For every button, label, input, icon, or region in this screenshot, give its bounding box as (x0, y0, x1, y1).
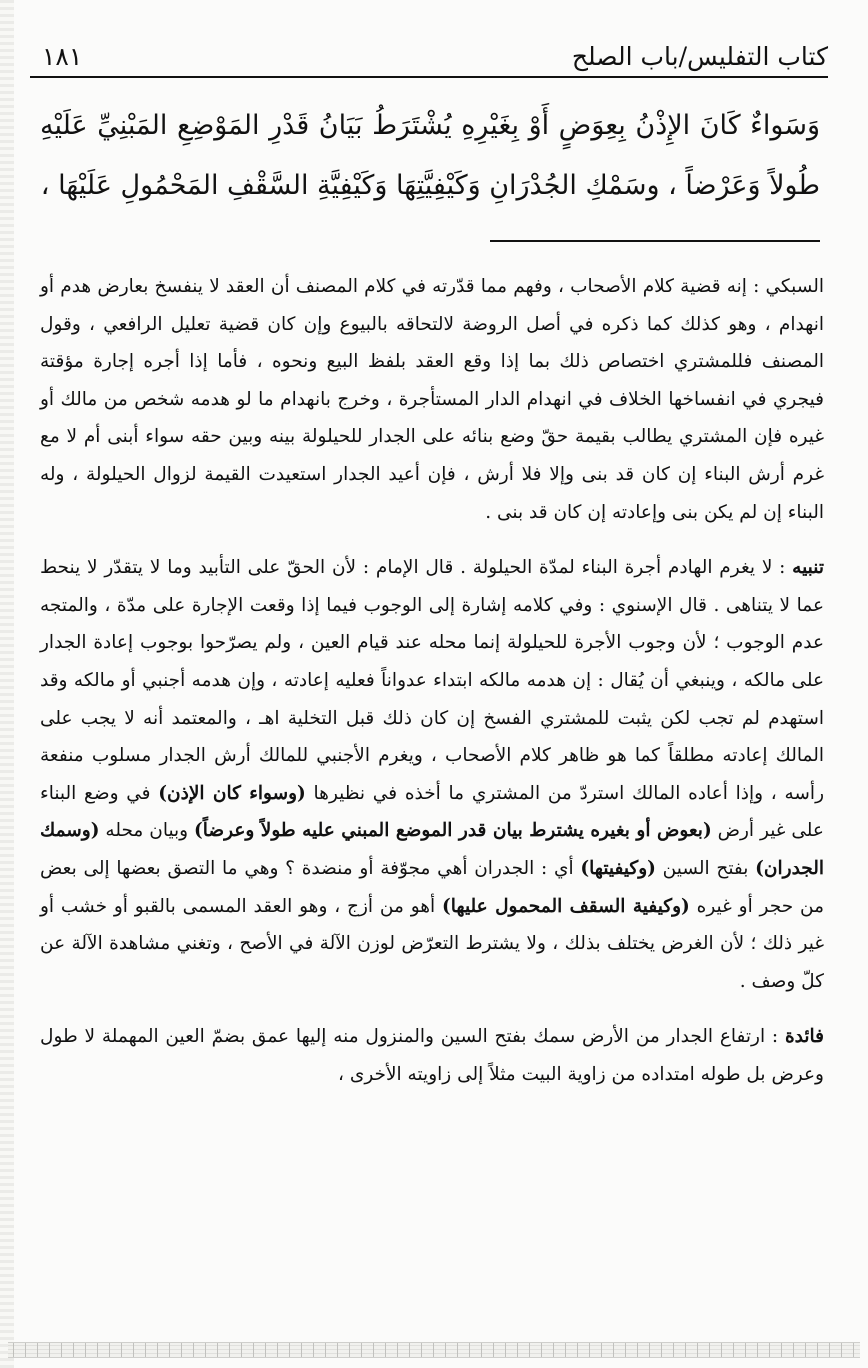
main-text-paragraph: وَسَواءٌ كَانَ الإِذْنُ بِعِوَضٍ أَوْ بِغَيْرِهِ يُشْتَرَطُ بَيَانُ قَدْرِ المَوْضِعِ المَبْنِيِّ عَلَيْهِ طُولاً وَعَرْضاً ، وسَمْكِ الجُدْرَانِ وَكَيْفِيَّتِهَا وَكَيْفِيَّةِ السَّقْفِ المَحْمُولِ عَلَيْهَا ، (40, 110, 820, 201)
quoted-matn: (وكيفية السقف المحمول عليها) (442, 895, 690, 917)
commentary-text: : لا يغرم الهادم أجرة البناء لمدّة الحيلولة . قال الإمام : لأن الحقّ على التأبيد وما لا يتقدّر لا ينحط عما لا يتناهى . قال الإسنوي : وفي كلامه إشارة إلى الوجوب فيما إذا وقعت الإجارة على مدّة ، والمتجه عدم الوجوب ؛ لأن وجوب الأجرة للحيلولة إنما محله عند قيام العين ، ولم يصرّحوا بوجوب إعادة الجدار على مالكه ، وينبغي أن يُقال : إن هدمه مالكه ابتداء عدواناً فعليه إعادته ، وإن هدمه أجنبي أو مالكه وقد استهدم لم تجب لكن يثبت للمشتري الفسخ إن كان ذلك قبل التخلية اهـ ، والمعتمد أنه لا يجب على المالك إعادته مطلقاً كما هو ظاهر كلام الأصحاب ، ويغرم الأجنبي للمالك أرش الجدار مسلوب منفعة رأسه ، وإذا أعاده المالك استردّ من المشتري ما أخذه في نظيرها (40, 557, 824, 804)
footnote-separator (490, 240, 820, 242)
main-text (40, 96, 820, 216)
commentary-paragraph-3 (40, 1018, 824, 1093)
running-header (30, 36, 828, 78)
page-edge-shadow (0, 0, 14, 1368)
tanbih-label: تنبيه (792, 557, 824, 579)
commentary-text: : ارتفاع الجدار من الأرض سمك بفتح السين والمنزول منه إليها عمق بضمّ العين المهملة لا طول وعرض بل طوله امتداده من زاوية البيت مثلاً إلى زاويته الأخرى ، (40, 1026, 824, 1085)
commentary-text: في وضع البناء على غير أرض (40, 782, 824, 842)
commentary-text: أهو من أزج ، وهو العقد المسمى بالقبو أو خشب أو غير ذلك ؛ لأن الغرض يختلف بذلك ، ولا يشترط التعرّض لوزن الآلة في الأصح ، وتغني مشاهدة الآلة عن كلّ وصف . (40, 895, 824, 992)
quoted-matn: (وكيفيتها) (580, 857, 656, 879)
commentary-text: وبيان محله (99, 820, 195, 842)
commentary-paragraph-1: السبكي : إنه قضية كلام الأصحاب ، وفهم مما قدّرته في كلام المصنف أن العقد لا ينفسخ بعارض هدم أو انهدام ، وهو كذلك كما ذكره في أصل الروضة لالتحاقه بالبيوع وإن كان قضية تعليل الرافعي ، وقول المصنف فللمشتري اختصاص ذلك بما إذا وقع العقد بلفظ البيع ونحوه ، فأما إذا أجره إجارة مؤقتة فيجري في انفساخها الخلاف في انهدام الدار المستأجرة ، وخرج بانهدام ما لو هدمه شخص من مالك أو غيره فإن المشتري يطالب بقيمة حقّ وضع بنائه على الجدار للحيلولة بينه وبين حقه سواء أبنى أم لا مع غرم أرش البناء إن كان قد بنى وإلا فلا أرش ، فإن أعيد الجدار استعيدت القيمة لزوال الحيلولة ، وله البناء إن لم يكن بنى وإعادته إن كان قد بنى . (40, 276, 824, 523)
quoted-matn: (وسمك الجدران) (40, 820, 824, 879)
commentary-text: أي : الجدران أهي مجوّفة أو منضدة ؟ وهي ما التصق بعضها إلى بعض من حجر أو غيره (40, 857, 824, 917)
decorative-bottom-border (8, 1342, 860, 1358)
quoted-matn: (بعوض أو بغيره يشترط بيان قدر الموضع المبني عليه طولاً وعرضاً) (194, 820, 712, 842)
quoted-matn: (وسواء كان الإذن) (158, 782, 306, 804)
commentary-text: بفتح السين (655, 857, 756, 879)
commentary-section (40, 268, 824, 1093)
commentary-paragraph-2 (40, 549, 824, 1000)
page-number: ١٨١ (42, 42, 83, 71)
chapter-title: كتاب التفليس/باب الصلح (571, 42, 828, 71)
faida-label: فائدة (784, 1026, 824, 1048)
